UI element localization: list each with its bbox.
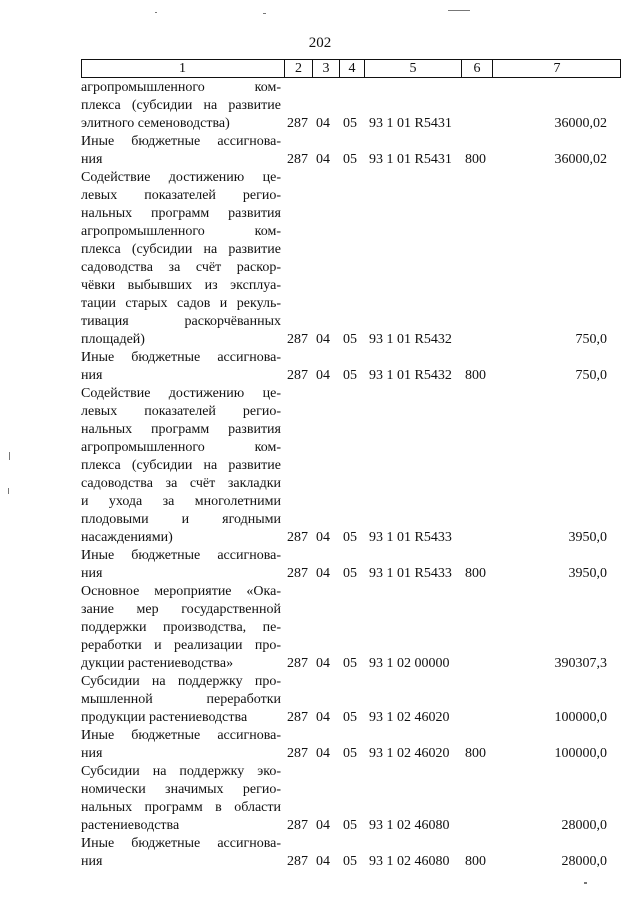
target-article-code: 93 1 02 46080 (369, 818, 450, 833)
target-article-code: 93 1 02 00000 (369, 656, 450, 671)
section-code: 04 (316, 530, 330, 545)
description-line: ния (81, 368, 103, 383)
description-line: плодовыми и ягодными (81, 512, 281, 527)
row-description (81, 835, 281, 871)
description-line: тации старых садов и рекуль- (81, 296, 281, 311)
description-line: Иные бюджетные ассигнова- (81, 548, 281, 563)
table-row (81, 79, 621, 133)
amount: 750,0 (575, 332, 607, 347)
target-article-code: 93 1 01 R5432 (369, 332, 452, 347)
gr-code: 287 (287, 710, 308, 725)
amount: 3950,0 (568, 566, 607, 581)
description-line: нальных программ развития (81, 422, 281, 437)
description-line: левых показателей регио- (81, 404, 281, 419)
amount: 36000,02 (554, 116, 607, 131)
description-line: нальных программ развития (81, 206, 281, 221)
gr-code: 287 (287, 746, 308, 761)
subsection-code: 05 (343, 710, 357, 725)
row-description (81, 547, 281, 583)
table-row (81, 727, 621, 763)
amount: 36000,02 (554, 152, 607, 167)
row-description (81, 583, 281, 673)
expense-type-code: 800 (465, 746, 486, 761)
header-cell-5: 5 (364, 60, 461, 77)
row-description (81, 763, 281, 835)
scan-speck (155, 12, 157, 13)
description-line: продукции растениеводства (81, 710, 248, 725)
scan-speck (8, 488, 9, 494)
table-row (81, 349, 621, 385)
amount: 100000,0 (554, 710, 607, 725)
scan-speck (584, 882, 587, 884)
description-line: Иные бюджетные ассигнова- (81, 134, 281, 149)
description-line: агропромышленного ком- (81, 440, 281, 455)
row-description (81, 385, 281, 547)
header-cell-6: 6 (461, 60, 492, 77)
target-article-code: 93 1 01 R5431 (369, 152, 452, 167)
section-code: 04 (316, 854, 330, 869)
table-row (81, 835, 621, 871)
description-line: Основное мероприятие «Ока- (81, 584, 281, 599)
section-code: 04 (316, 368, 330, 383)
target-article-code: 93 1 01 R5432 (369, 368, 452, 383)
description-line: и ухода за многолетними (81, 494, 281, 509)
header-cell-4: 4 (339, 60, 364, 77)
description-line: плекса (субсидии на развитие (81, 98, 281, 113)
section-code: 04 (316, 116, 330, 131)
description-line: зание мер государственной (81, 602, 281, 617)
description-line: площадей) (81, 332, 145, 347)
section-code: 04 (316, 746, 330, 761)
description-line: нальных программ в области (81, 800, 281, 815)
subsection-code: 05 (343, 566, 357, 581)
description-line: левых показателей регио- (81, 188, 281, 203)
amount: 100000,0 (554, 746, 607, 761)
description-line: ния (81, 566, 103, 581)
amount: 28000,0 (561, 854, 607, 869)
gr-code: 287 (287, 566, 308, 581)
target-article-code: 93 1 01 R5431 (369, 116, 452, 131)
gr-code: 287 (287, 368, 308, 383)
description-line: чёвки выбывших из эксплуа- (81, 278, 281, 293)
description-line: мышленной переработки (81, 692, 281, 707)
subsection-code: 05 (343, 332, 357, 347)
section-code: 04 (316, 332, 330, 347)
description-line: Иные бюджетные ассигнова- (81, 728, 281, 743)
description-line: элитного семеноводства) (81, 116, 230, 131)
gr-code: 287 (287, 116, 308, 131)
description-line: садоводства за счёт раскор- (81, 260, 281, 275)
row-description (81, 349, 281, 385)
table-row (81, 133, 621, 169)
description-line: реработки и реализации про- (81, 638, 281, 653)
gr-code: 287 (287, 332, 308, 347)
header-cell-2: 2 (284, 60, 312, 77)
table-row (81, 547, 621, 583)
target-article-code: 93 1 02 46020 (369, 746, 450, 761)
description-line: номически значимых регио- (81, 782, 281, 797)
subsection-code: 05 (343, 656, 357, 671)
gr-code: 287 (287, 818, 308, 833)
target-article-code: 93 1 02 46080 (369, 854, 450, 869)
subsection-code: 05 (343, 530, 357, 545)
scan-speck (9, 452, 10, 460)
row-description (81, 169, 281, 349)
subsection-code: 05 (343, 746, 357, 761)
table-row (81, 169, 621, 349)
header-cell-7: 7 (492, 60, 621, 77)
target-article-code: 93 1 01 R5433 (369, 566, 452, 581)
row-description (81, 133, 281, 169)
section-code: 04 (316, 818, 330, 833)
description-line: агропромышленного ком- (81, 224, 281, 239)
target-article-code: 93 1 02 46020 (369, 710, 450, 725)
gr-code: 287 (287, 854, 308, 869)
header-cell-3: 3 (312, 60, 339, 77)
table-row (81, 583, 621, 673)
gr-code: 287 (287, 656, 308, 671)
description-line: тивация раскорчёванных (81, 314, 281, 329)
section-code: 04 (316, 152, 330, 167)
subsection-code: 05 (343, 854, 357, 869)
description-line: ния (81, 746, 103, 761)
expense-type-code: 800 (465, 566, 486, 581)
target-article-code: 93 1 01 R5433 (369, 530, 452, 545)
subsection-code: 05 (343, 152, 357, 167)
description-line: агропромышленного ком- (81, 80, 281, 95)
gr-code: 287 (287, 530, 308, 545)
description-line: дукции растениеводства» (81, 656, 234, 671)
description-line: Содействие достижению це- (81, 170, 281, 185)
description-line: садоводства за счёт закладки (81, 476, 281, 491)
table-row (81, 763, 621, 835)
description-line: Субсидии на поддержку про- (81, 674, 281, 689)
header-cell-1: 1 (179, 61, 186, 76)
section-code: 04 (316, 656, 330, 671)
scan-speck (448, 10, 470, 11)
description-line: плекса (субсидии на развитие (81, 458, 281, 473)
expense-type-code: 800 (465, 854, 486, 869)
amount: 28000,0 (561, 818, 607, 833)
amount: 3950,0 (568, 530, 607, 545)
expense-type-code: 800 (465, 152, 486, 167)
subsection-code: 05 (343, 368, 357, 383)
amount: 750,0 (575, 368, 607, 383)
table-row (81, 385, 621, 547)
description-line: Иные бюджетные ассигнова- (81, 836, 281, 851)
row-description (81, 673, 281, 727)
table-row (81, 673, 621, 727)
description-line: растениеводства (81, 818, 180, 833)
description-line: поддержки производства, пе- (81, 620, 281, 635)
subsection-code: 05 (343, 818, 357, 833)
subsection-code: 05 (343, 116, 357, 131)
description-line: ния (81, 854, 103, 869)
gr-code: 287 (287, 152, 308, 167)
scan-speck (263, 13, 266, 14)
description-line: Иные бюджетные ассигнова- (81, 350, 281, 365)
description-line: Содействие достижению це- (81, 386, 281, 401)
page-number: 202 (308, 35, 332, 51)
expense-type-code: 800 (465, 368, 486, 383)
section-code: 04 (316, 566, 330, 581)
description-line: насаждениями) (81, 530, 173, 545)
table-header-row (81, 59, 621, 78)
row-description (81, 727, 281, 763)
description-line: ния (81, 152, 103, 167)
row-description (81, 79, 281, 133)
description-line: плекса (субсидии на развитие (81, 242, 281, 257)
amount: 390307,3 (554, 656, 607, 671)
section-code: 04 (316, 710, 330, 725)
description-line: Субсидии на поддержку эко- (81, 764, 281, 779)
